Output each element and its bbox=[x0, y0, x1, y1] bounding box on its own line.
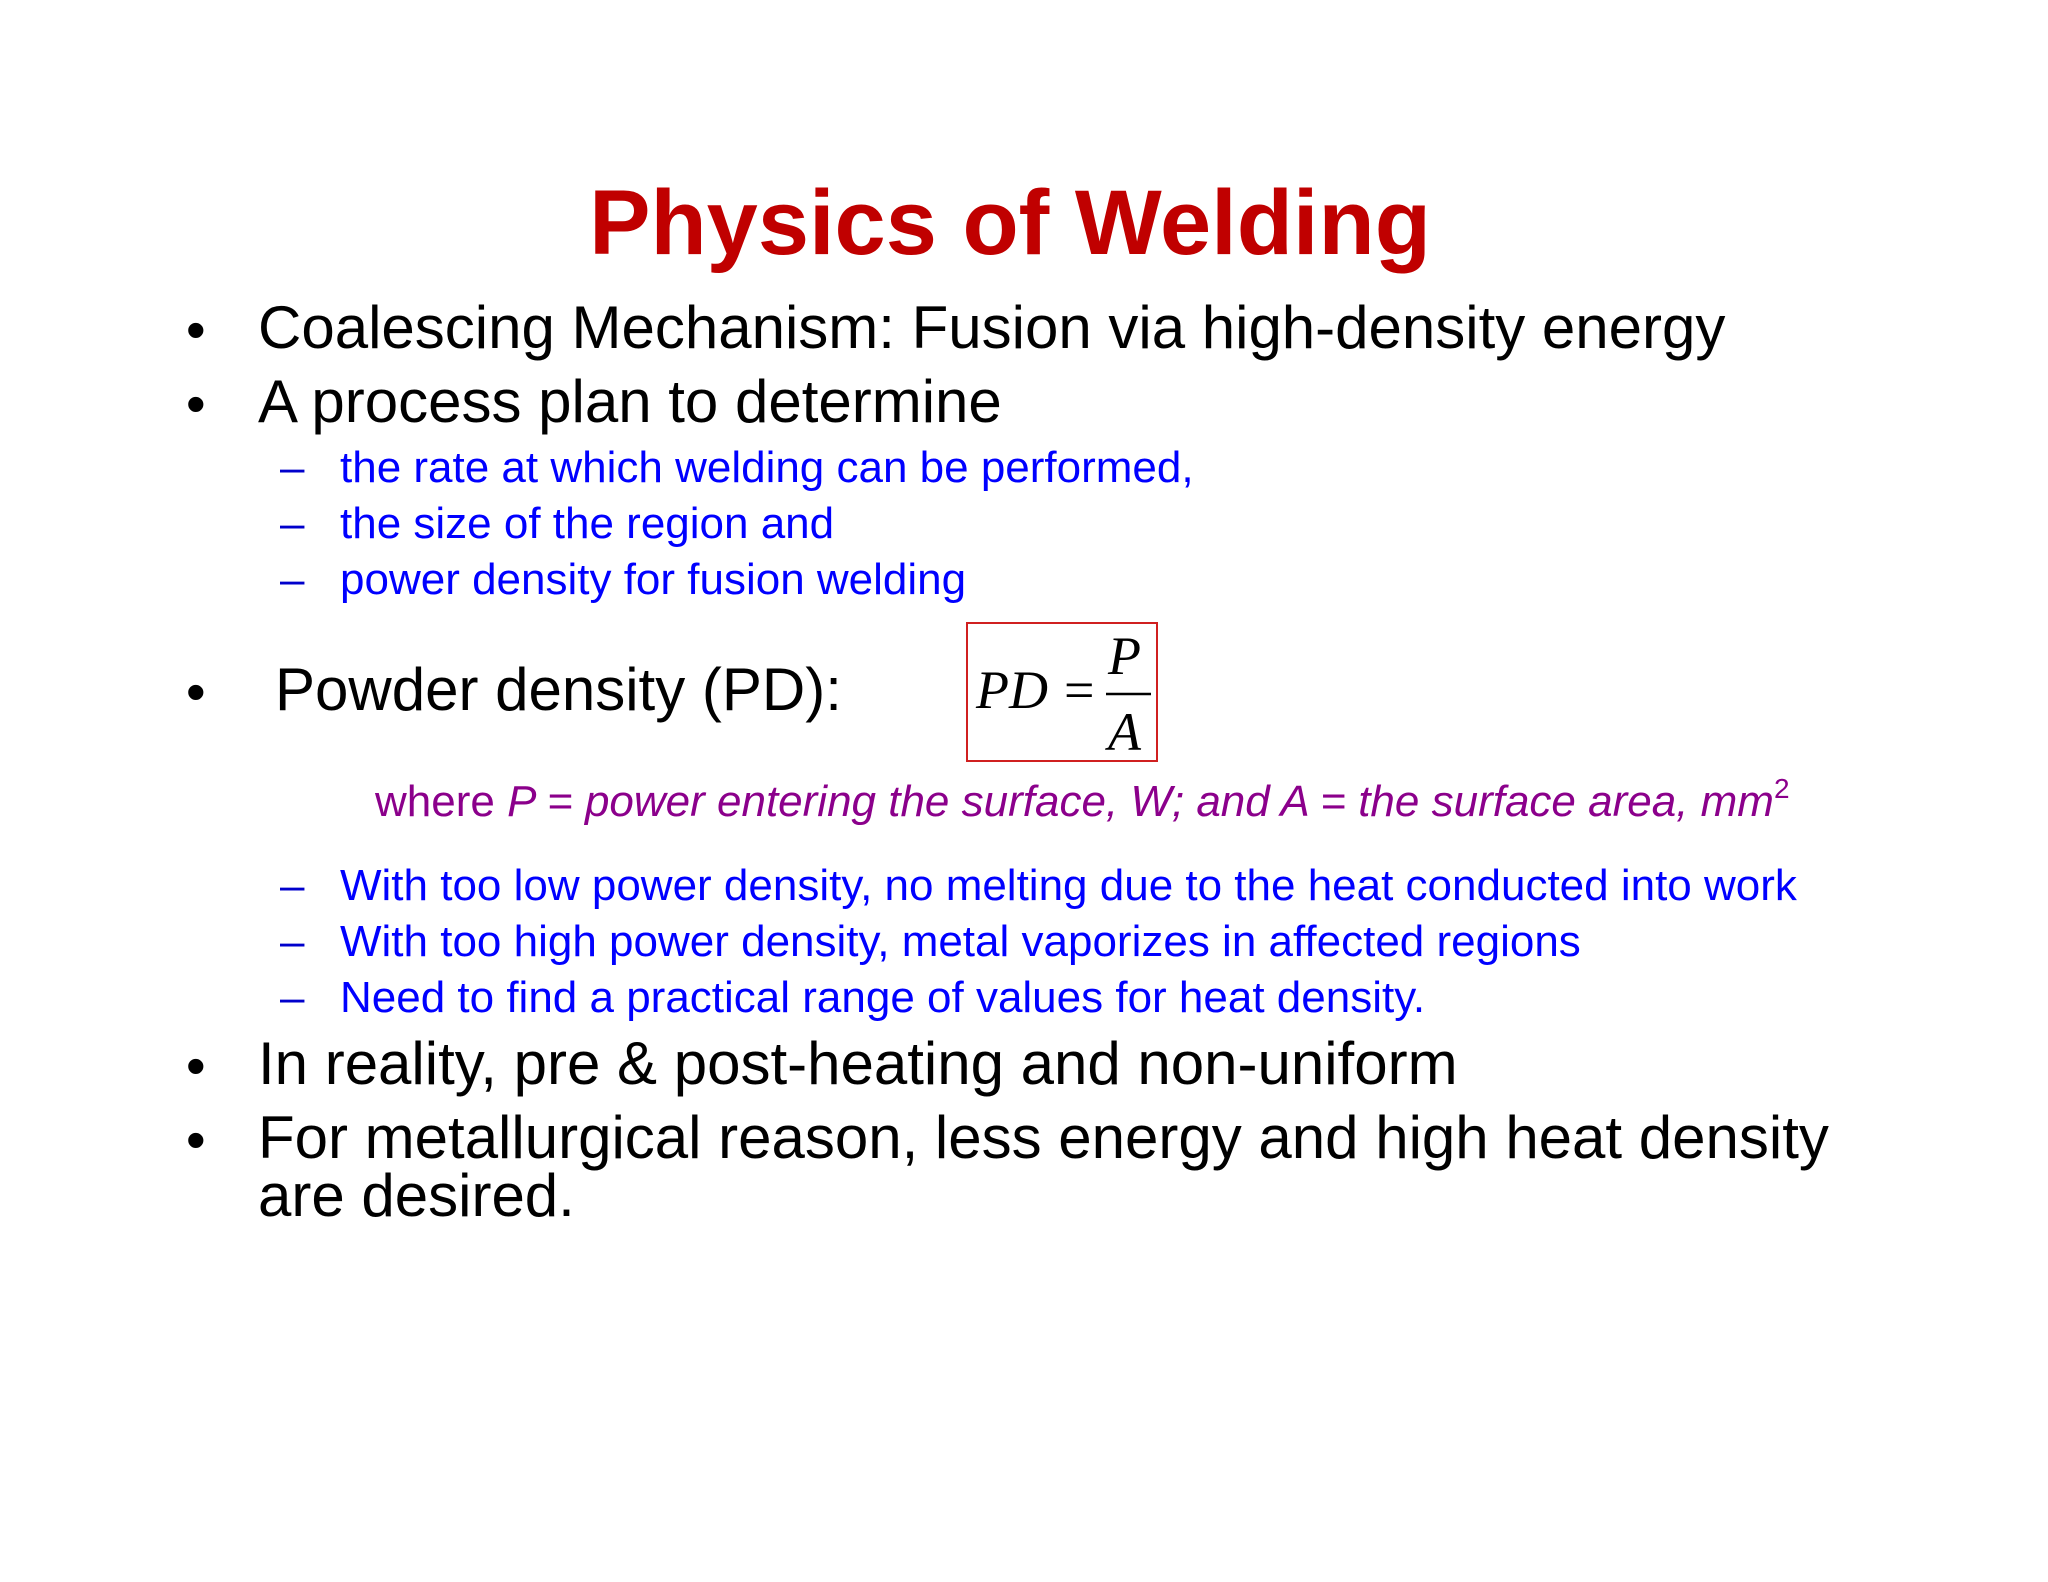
sub-bullet-marker: – bbox=[280, 917, 305, 966]
sub-item-too-low: With too low power density, no melting due to the heat conducted into work bbox=[340, 861, 1797, 910]
bullet-marker: • bbox=[186, 1034, 206, 1097]
formula-numerator: P bbox=[1108, 626, 1141, 686]
where-body: P = power entering the surface, W; and A = the surface area, mm bbox=[507, 777, 1774, 826]
sub-item-practical-range: Need to find a practical range of values for heat density. bbox=[340, 973, 1426, 1022]
bullet-text-metallurgical: For metallurgical reason, less energy and high heat density bbox=[258, 1104, 1829, 1171]
sub-item-rate: the rate at which welding can be performed, bbox=[340, 443, 1194, 492]
where-superscript: 2 bbox=[1773, 773, 1790, 804]
sub-bullet-marker: – bbox=[280, 443, 305, 492]
slide-title: Physics of Welding bbox=[589, 172, 1431, 274]
bullet-text-in-reality: In reality, pre & post-heating and non-uniform bbox=[258, 1030, 1458, 1097]
sub-item-too-high: With too high power density, metal vaporizes in affected regions bbox=[340, 917, 1581, 966]
formula-pd-equals-p-over-a bbox=[968, 624, 1156, 760]
formula-lhs: PD bbox=[976, 660, 1048, 720]
formula-equals: = bbox=[1064, 660, 1095, 720]
sub-bullet-marker: – bbox=[280, 973, 305, 1022]
formula-denominator: A bbox=[1108, 702, 1141, 760]
bullet-marker: • bbox=[186, 1108, 206, 1171]
bullet-text-metallurgical-cont: are desired. bbox=[258, 1162, 575, 1229]
bullet-text-process-plan: A process plan to determine bbox=[258, 368, 1002, 435]
bullet-text-powder-density: Powder density (PD): bbox=[275, 656, 842, 723]
formula-definition bbox=[375, 773, 1790, 828]
bullet-marker: • bbox=[186, 660, 206, 723]
sub-item-size: the size of the region and bbox=[340, 499, 835, 548]
bullet-marker: • bbox=[186, 298, 206, 361]
bullet-text-coalescing: Coalescing Mechanism: Fusion via high-density energy bbox=[258, 294, 1726, 361]
sub-item-power-density: power density for fusion welding bbox=[340, 555, 967, 604]
sub-bullet-marker: – bbox=[280, 861, 305, 910]
formula-box bbox=[966, 622, 1158, 762]
where-lead: where bbox=[375, 777, 508, 826]
sub-bullet-marker: – bbox=[280, 499, 305, 548]
sub-bullet-marker: – bbox=[280, 555, 305, 604]
bullet-marker: • bbox=[186, 372, 206, 435]
